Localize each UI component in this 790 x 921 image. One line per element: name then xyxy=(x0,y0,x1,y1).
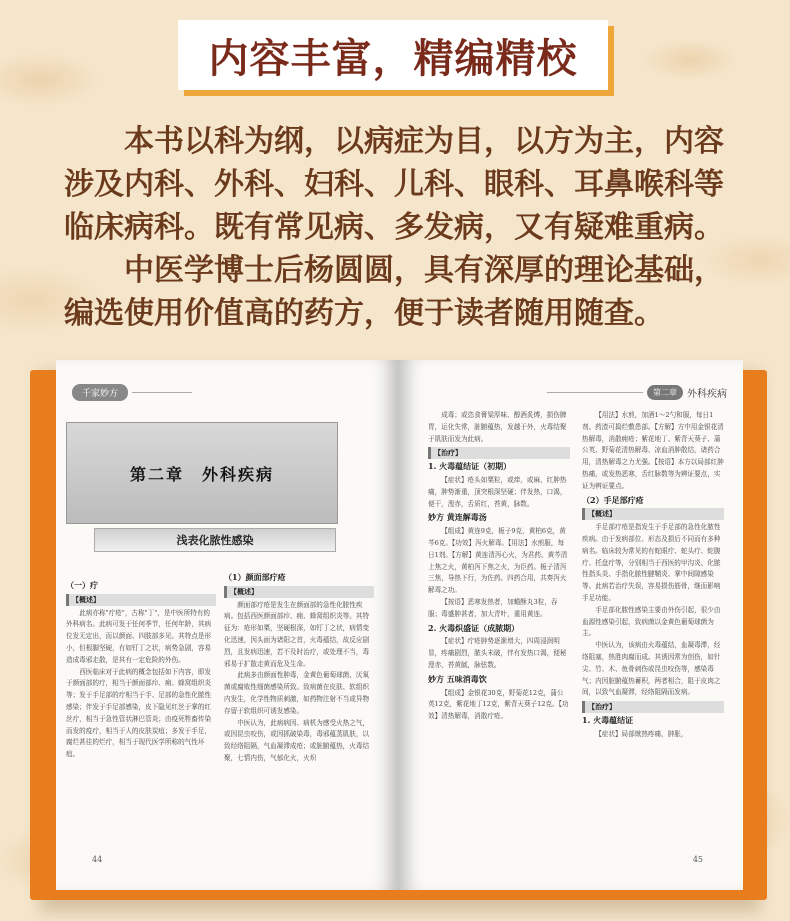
headline-banner xyxy=(178,20,608,90)
right-page-col1 xyxy=(428,410,570,723)
section-title-bar xyxy=(94,528,336,552)
col1-block: 【症状】疔疮肿势逐渐增大，四周浸润明显，疼痛剧烈，脓头未破，伴有发热口渴，便秘溲赤，苔黄腻，脉弦数。 xyxy=(428,637,567,669)
recipe-heading: 妙方 五味消毒饮 xyxy=(428,673,487,684)
description xyxy=(64,120,744,335)
header-rule xyxy=(132,392,192,393)
col1-block: 【按语】恶寒发热者，加蟾酥丸3粒，吞服；毒盛肿甚者，加大青叶，重用黄连。 xyxy=(428,597,558,618)
col2-block: 【症状】局部焮热疼痛，肿胀， xyxy=(595,729,688,738)
right-page-number: 45 xyxy=(692,855,703,864)
right-header-badge: 第二章 xyxy=(647,385,683,400)
col2-paragraph: 手足部化脓性感染主要由外伤引起，很少由血源性感染引起，致病菌以金黄色葡萄球菌为主。 xyxy=(582,605,721,638)
col1-paragraph: 此病亦称"疔疮"，古称"丁"，是中医所特有的外科病名。此病可发于任何季节，任何年龄，其病位发无定出，而以颜面、四肢部多见。其特点是形小，但根脚坚硬，有如钉丁之状，病势急剧，容易造成毒邪走散，是其有一定危险的外伤。 xyxy=(66,608,212,664)
col1-tag: 【治疗】 xyxy=(428,447,570,459)
left-page-col2 xyxy=(224,570,374,765)
description-paragraph-1: 本书以科为纲，以病症为目，以方为主，内容涉及内科、外科、妇科、儿科、眼科、耳鼻喉科等临床病科。既有常见病、多发病，又有疑难重病。 xyxy=(64,124,724,245)
col2-paragraph: 中医认为，此病病因、病机为感受火热之气，或因昆虫咬伤，或因抓破染毒，毒邪蕴蒸肌肤，以致经络阻隔，气血凝滞成疮；或脏腑蕴热，火毒结聚，七情内伤，气郁化火，火炽 xyxy=(224,718,370,762)
recipe-heading: 妙方 黄连解毒汤 xyxy=(428,512,487,523)
col1-paragraph: 成毒；或恣食膏粱厚味、醇酒炙煿，损伤脾胃，运化失常，脏腑蕴热，发越于外，火毒结聚于肌肤而发为此病。 xyxy=(428,411,567,443)
chapter-title: 第二章 外科疾病 xyxy=(129,464,274,484)
col1-block: 【组成】黄连9克，栀子9克，黄柏6克，黄芩6克。【功效】泻火解毒。【用法】水煎服，每日1剂。【方解】黄连清泻心火，为君药。黄芩清上焦之火，黄柏泻下焦之火，为臣药。栀子清泻三焦，导热下行，为佐药。四药合用，共奏泻火解毒之功。 xyxy=(428,527,568,595)
col2-tag-treatment: 【治疗】 xyxy=(582,701,724,713)
col2-paragraph: 手足部疔疮是指发生于手足部的急性化脓性疾病。由于发病部位、形态及损后不同而有多种病名。临床较为常见的有蛇眼疔、蛇头疔、蛇腹疔、托盘疔等，分别相当于西医的甲沟炎、化脓性指头炎、手指化脓性腱鞘炎、掌中间隙感染等。此病若治疗失误，容易损伤筋骨，继而影响手足功能。 xyxy=(582,523,721,602)
col2-paragraph: 此病多由颜面性肿毒，金黄色葡萄球菌、厌氧菌或腐败性细菌感染所致。致病菌在皮肤、软组织内发生，化学性物质刺激，如药物注射不当或异物存留于软组织可诱发感染。 xyxy=(224,671,370,715)
left-page-header xyxy=(72,382,192,402)
right-header-title: 外科疾病 xyxy=(687,388,727,400)
right-page-col2 xyxy=(582,410,724,741)
col1-block: 【症状】疮头如粟粒，或痒，或麻，红肿热痛，肿势渐重，顶突根深坚硬；伴发热，口渴，便干，溲赤，舌质红，苔黄，脉数。 xyxy=(428,475,567,508)
col2-paragraph: 中医认为，该病由火毒蕴结，血凝毒滞，经络阻塞，热胜肉腐而成。其诱因常为创伤，如针尖、竹、木、鱼骨刺伤或昆虫咬伤等，感染毒气；内因脏腑蕴热蓄积，两者相合，阻于皮肉之间，以致气血凝滞，经络阻隔而发病。 xyxy=(582,641,721,697)
col2-subheading: 1. 火毒蕴结证 xyxy=(582,714,634,725)
col1-paragraph: 西医临床对于此病的概念包括如下内容，即发于颜面部的疔，相当于颜面部疖、痈、蜂窝组织炎等；发于手足部的疔相当于手、足部的急性化脓性感染；伴发于手足部感染，皮下隐见红丝于掌的红丝疔，相当于急性管状淋巴管炎；由疫死牲畜传染而发的疫疔，相当于人的皮肤炭疽；多发于手足，腐烂甚往的烂疔，相当于现代医学所称的气性坏疽。 xyxy=(66,667,212,759)
headline: 内容丰富，精编精校 xyxy=(208,35,578,82)
col1-subheading: 2. 火毒炽盛证（成脓期） xyxy=(428,622,520,633)
description-paragraph-2: 中医学博士后杨圆圆，具有深厚的理论基础，编选使用价值高的药方，便于读者随用随查。 xyxy=(64,253,724,331)
book-right-page xyxy=(398,360,743,890)
left-header-badge: 千家妙方 xyxy=(72,384,128,401)
col2-tag: 【概述】 xyxy=(582,508,724,520)
col1-tag: 【概述】 xyxy=(66,594,216,606)
col2-block: 【用法】水煎，加酒1～2勺和服，每日1剂。药渣可捣烂敷患部。【方解】方中用金银花清热解毒，消散痈疮；紫花地丁、紫背天葵子、蒲公英、野菊花清热解毒、凉血消肿散结，诸药合用，清热解毒之力尤强。【按语】本方以局部红肿热痛，或发热恶寒，舌红脉数等为辨证要点，实证为辨证要点。 xyxy=(582,411,724,490)
right-page-header xyxy=(547,382,727,402)
chapter-title-box xyxy=(66,422,338,524)
left-page-number: 44 xyxy=(92,855,103,864)
section-title: 浅表化脓性感染 xyxy=(176,534,254,547)
col2-heading: （1）颜面部疔疮 xyxy=(224,572,286,582)
col2-tag: 【概述】 xyxy=(224,586,374,598)
header-rule xyxy=(547,392,643,393)
col1-subheading: 1. 火毒蕴结证（初期） xyxy=(428,461,512,472)
col1-block: 【组成】金银花30克，野菊花12克，蒲公英12克，紫花地丁12克，紫背天葵子12克。【功效】清热解毒，消散疔疮。 xyxy=(428,688,569,721)
col2-heading: （2）手足部疔疮 xyxy=(582,494,644,505)
col2-paragraph: 颜面部疔疮是发生在颜面部的急性化脓性疾病。包括西医颜面部疖、痈、蜂窝组织炎等。其特征为：疮形如粟，坚硬根深，如钉丁之状，病情变化迅速，因头面为诸阳之首，火毒蕴结，故反应剧烈，且发病迅速，若不及时治疗，或处理不当，毒邪易于扩散走黄而危及生命。 xyxy=(224,600,370,668)
col1-heading: （一）疔 xyxy=(66,580,98,590)
left-page-col1 xyxy=(66,578,216,761)
